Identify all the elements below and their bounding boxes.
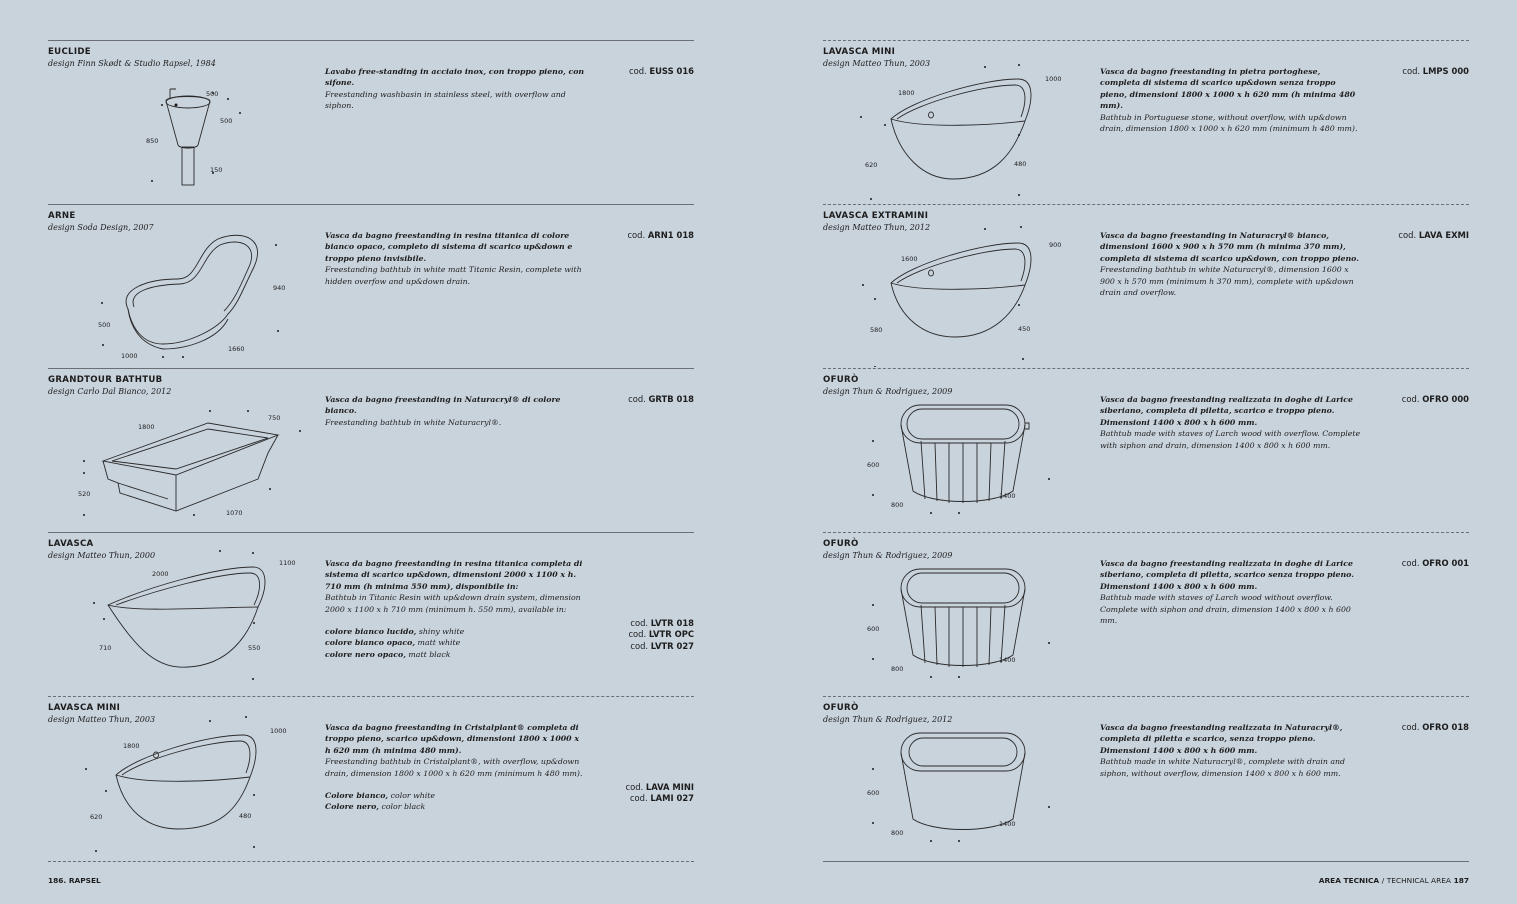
dim-label: 520 [78, 490, 91, 498]
dim-label: 1100 [279, 559, 296, 567]
product-designer: design Matteo Thun, 2003 [48, 715, 156, 724]
dim-label: 580 [870, 326, 883, 334]
product-code: cod. LVTR 018 [630, 618, 694, 628]
dim-label: 450 [1018, 325, 1031, 333]
description-english: Freestanding bathtub in white Naturacryl®. [325, 417, 502, 427]
bathtub-drawing [68, 219, 318, 367]
product-code: cod. OFRO 000 [1401, 394, 1469, 404]
product-codes [1402, 558, 1469, 569]
product-designer: design Soda Design, 2007 [48, 223, 154, 232]
color-option: Colore bianco, color white [325, 791, 436, 801]
dim-label: 1000 [121, 352, 138, 360]
product-description [325, 394, 587, 428]
color-option: Colore nero, color black [325, 802, 426, 812]
product-codes [1398, 230, 1469, 241]
bathtub-drawing [843, 383, 1093, 531]
dim-label: 800 [891, 665, 904, 673]
product-codes [629, 66, 694, 77]
description-english: Freestanding washbasin in stainless steel, with overflow and siphon. [325, 89, 566, 111]
product-entry-lavasca [48, 532, 694, 696]
product-designer: design Matteo Thun, 2000 [48, 551, 156, 560]
description-italian: Vasca da bagno freestanding realizzata in doghe di Larice siberiano, completa di piletta, scarico e troppo pieno. Dimensioni 1400 x 800 x h 600 mm. [1100, 395, 1353, 427]
description-italian: Vasca da bagno freestanding in Naturacryl® di colore bianco. [325, 395, 561, 416]
color-option: colore bianco lucido, shiny white [325, 627, 465, 637]
description-english: Bathtub made in white Naturacryl®, complete with drain and siphon, without overflow, dimension 1400 x 800 x h 600 mm. [1100, 757, 1346, 778]
product-description [1100, 558, 1362, 626]
product-entry-ofuro-naturacryl [823, 696, 1469, 860]
dim-label: 600 [867, 625, 880, 633]
product-designer: design Thun & Rodriguez, 2009 [823, 551, 953, 560]
description-italian: Vasca da bagno freestanding in resina titanica di colore bianco opaco, completo di sistema di scarico up&down e troppo pieno invisibile. [325, 231, 573, 263]
dim-label: 1000 [1045, 75, 1062, 83]
product-entry-ofuro-larch-no-overflow [823, 532, 1469, 696]
product-designer: design Matteo Thun, 2003 [823, 59, 931, 68]
dim-label: 1070 [226, 509, 243, 517]
product-entry-lavasca-mini-stone [823, 40, 1469, 204]
description-english: Freestanding bathtub in white Naturacryl®, dimension 1600 x 900 x h 570 mm (minimum h 370 mm), complete with up&down drain and overflow. [1100, 265, 1354, 298]
dim-label: 150 [210, 166, 223, 174]
dim-label: 600 [867, 461, 880, 469]
dim-label: 1000 [270, 727, 287, 735]
product-code: cod. LVTR 027 [630, 640, 694, 651]
description-italian: Vasca da bagno freestanding realizzata in Naturacryl®, completa di piletta e scarico, senza troppo pieno. Dimensioni 1400 x 800 x h 600 mm. [1100, 723, 1343, 755]
dim-label: 710 [99, 644, 112, 652]
product-entry-grandtour [48, 368, 694, 532]
product-name: LAVASCA MINI [48, 703, 121, 713]
bathtub-drawing [68, 383, 318, 531]
dim-label: 620 [865, 161, 878, 169]
bathtub-drawing [843, 219, 1093, 367]
dim-label: 1800 [138, 423, 155, 431]
page-number: 186. [48, 876, 67, 885]
description-english: Freestanding bathtub in Cristalplant®, with overflow, up&down drain, dimension 1800 x 1000 x h 620 mm (minimum h 480 mm). [325, 757, 583, 778]
dim-label: 480 [239, 812, 252, 820]
product-designer: design Matteo Thun, 2012 [823, 223, 931, 232]
product-description [1100, 722, 1362, 779]
dim-label: 850 [146, 137, 159, 145]
product-name: OFURÒ [823, 703, 859, 713]
product-code: cod. GRTB 018 [628, 394, 694, 404]
description-english: Bathtub made with staves of Larch wood with overflow. Complete with siphon and drain, dimension 1400 x 800 x h 600 mm. [1100, 429, 1361, 450]
bathtub-drawing [68, 547, 318, 695]
description-italian: Vasca da bagno freestanding in pietra portoghese, completa di sistema di scarico up&down senza troppo pieno, dimensioni 1800 x 1000 x h 620 mm (h minima 480 mm). [1100, 67, 1356, 111]
description-italian: Vasca da bagno freestanding in Cristalplant® completa di troppo pieno, scarico up&down, dimensioni 1800 x 1000 x h 620 mm (h minima 480 mm). [325, 723, 579, 755]
product-entry-ofuro-larch [823, 368, 1469, 532]
product-name: OFURÒ [823, 375, 859, 385]
product-codes [1402, 394, 1469, 405]
product-name: LAVASCA [48, 539, 94, 549]
description-italian: Lavabo free-standing in acciaio inox, con troppo pieno, con sifone. [325, 67, 585, 88]
page-footer-left [48, 876, 101, 885]
dim-label: 900 [1049, 241, 1062, 249]
bathtub-drawing [843, 55, 1093, 203]
dim-label: 1660 [228, 345, 245, 353]
product-designer: design Thun & Rodriguez, 2009 [823, 387, 953, 396]
product-codes [1402, 66, 1469, 77]
product-code: cod. LAMI 027 [629, 793, 694, 804]
brand-name: RAPSEL [68, 876, 101, 885]
bathtub-drawing [68, 711, 318, 859]
product-description [1100, 230, 1362, 298]
description-english: Bathtub in Portuguese stone, without overflow, with up&down drain, dimension 1800 x 1000 x h 620 mm (minimum h 480 mm). [1100, 112, 1358, 134]
description-italian: Vasca da bagno freestanding realizzata in doghe di Larice siberiano, completa di piletta, scarico senza troppo pieno. Dimensioni 1400 x 800 x h 600 mm. [1100, 559, 1354, 591]
product-code: cod. OFRO 001 [1401, 558, 1469, 568]
product-code: cod. OFRO 018 [1401, 722, 1469, 732]
bottom-divider [823, 861, 1469, 862]
dim-label: 1800 [123, 742, 140, 750]
description-english: Freestanding bathtub in white matt Titanic Resin, complete with hidden overfow and up&down drain. [325, 265, 582, 286]
product-entry-lavasca-mini [48, 696, 694, 860]
product-code: cod. LVTR OPC [628, 629, 694, 640]
product-codes [627, 230, 694, 241]
description-italian: Vasca da bagno freestanding in resina titanica completa di sistema di scarico up&down, dimensioni 2000 x 1100 x h. 710 mm (h minima 550 mm), disponibile in: [325, 559, 583, 591]
page-number: 187 [1453, 876, 1469, 885]
dim-label: 1400 [999, 656, 1016, 664]
section-title-english: TECHNICAL AREA [1386, 876, 1451, 885]
bottom-divider [48, 861, 694, 862]
color-option: colore nero opaco, matt black [325, 649, 451, 659]
dim-label: 1600 [901, 255, 918, 263]
dim-label: 940 [273, 284, 286, 292]
dim-label: 1400 [999, 820, 1016, 828]
left-page-column [48, 40, 694, 860]
dim-label: 800 [891, 501, 904, 509]
product-name: ARNE [48, 211, 76, 221]
product-designer: design Carlo Dal Bianco, 2012 [48, 387, 172, 396]
product-name: GRANDTOUR BATHTUB [48, 375, 163, 385]
product-name: EUCLIDE [48, 47, 91, 57]
product-codes [625, 782, 694, 805]
dim-label: 600 [867, 789, 880, 797]
product-code: cod. EUSS 016 [629, 66, 694, 76]
product-description [325, 722, 587, 813]
section-separator: / [1381, 876, 1385, 885]
bathtub-drawing [843, 547, 1093, 695]
product-name: LAVASCA MINI [823, 47, 896, 57]
product-designer: design Finn Skødt & Studio Rapsel, 1984 [48, 59, 216, 68]
bathtub-drawing [843, 711, 1093, 859]
dim-label: 1400 [999, 492, 1016, 500]
dim-label: 2000 [152, 570, 169, 578]
dim-label: 500 [206, 90, 219, 98]
description-english: Bathtub made with staves of Larch wood without overflow. Complete with siphon and drain, dimension 1400 x 800 x h 600 mm. [1100, 593, 1351, 626]
dim-label: 1800 [898, 89, 915, 97]
right-page-column [823, 40, 1469, 860]
dim-label: 500 [98, 321, 111, 329]
dim-label: 750 [268, 414, 281, 422]
dim-label: 800 [891, 829, 904, 837]
product-codes [1402, 722, 1469, 733]
product-entry-euclide [48, 40, 694, 204]
dim-label: 480 [1014, 160, 1027, 168]
product-designer: design Thun & Rodriguez, 2012 [823, 715, 953, 724]
product-codes [628, 394, 694, 405]
dim-label: 500 [220, 117, 233, 125]
product-description [325, 66, 587, 112]
page-footer-right [1319, 876, 1469, 885]
section-title: AREA TECNICA [1318, 876, 1380, 885]
product-code: cod. LMPS 000 [1402, 66, 1469, 76]
product-entry-lavasca-extramini [823, 204, 1469, 368]
dim-label: 550 [248, 644, 261, 652]
color-option: colore bianco opaco, matt white [325, 638, 461, 648]
product-code: cod. ARN1 018 [627, 230, 694, 240]
product-codes [628, 618, 694, 652]
product-code: cod. LAVA EXMI [1398, 230, 1469, 240]
product-description [325, 558, 587, 660]
product-description [325, 230, 587, 287]
description-english: Bathtub in Titanic Resin with up&down drain system, dimension 2000 x 1100 x h 710 mm (minimum h. 550 mm), available in: [325, 593, 581, 614]
product-name: LAVASCA EXTRAMINI [823, 211, 929, 221]
product-code: cod. LAVA MINI [625, 782, 694, 792]
description-italian: Vasca da bagno freestanding in Naturacryl® bianco, dimensioni 1600 x 900 x h 570 mm (h minima 370 mm), completa di sistema di scarico up&down, con troppo pieno. [1100, 231, 1359, 263]
product-name: OFURÒ [823, 539, 859, 549]
product-description [1100, 66, 1362, 134]
washbasin-drawing [68, 55, 318, 203]
dim-label: 620 [90, 813, 103, 821]
product-description [1100, 394, 1362, 451]
product-entry-arne [48, 204, 694, 368]
